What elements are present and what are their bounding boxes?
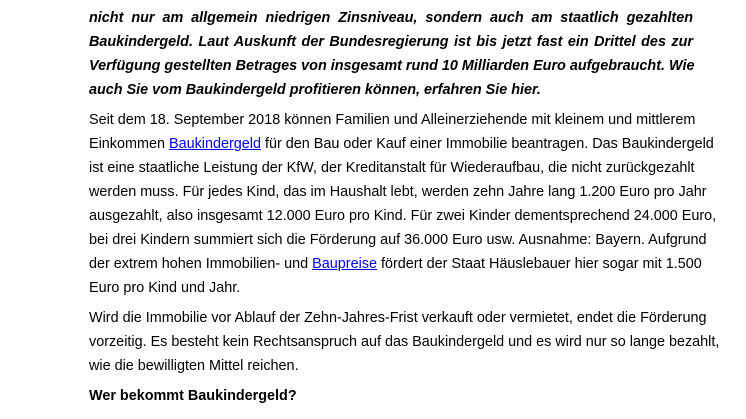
para1-line-3: ist eine staatliche Leistung der KfW, der Kreditanstalt für Wiederaufbau, die nicht zurückgezahlt <box>89 160 695 176</box>
para2-line-3: wie die bewilligten Mittel reichen. <box>89 358 299 374</box>
lead-line-2: Baukindergeld. Laut Auskunft der Bundesregierung ist bis jetzt fast ein Drittel des zur <box>89 34 693 50</box>
para1-line-4: werden muss. Für jedes Kind, das im Haushalt lebt, werden zehn Jahre lang 1.200 Euro pro Jahr <box>89 184 707 200</box>
para1-line-6: bei drei Kindern summiert sich die Förderung auf 36.000 Euro usw. Ausnahme: Bayern. Aufgrund <box>89 232 707 248</box>
para1-line-7-pre: der extrem hohen Immobilien- und <box>89 256 313 272</box>
para1-line-8: Euro pro Kind und Jahr. <box>89 280 241 296</box>
para1-line-5: ausgezahlt, also insgesamt 12.000 Euro pro Kind. Für zwei Kinder dementsprechend 24.000 Euro, <box>89 208 717 224</box>
lead-line-3: Verfügung gestellten Betrages von insgesamt rund 10 Milliarden Euro aufgebraucht. Wie <box>89 58 695 74</box>
para2-line-1: Wird die Immobilie vor Ablauf der Zehn-Jahres-Frist verkauft oder vermietet, endet die Förderung <box>89 310 707 326</box>
lead-line-4: auch Sie vom Baukindergeld profitieren können, erfahren Sie hier. <box>89 82 541 98</box>
baupreise-link[interactable]: Baupreise <box>312 256 377 272</box>
para1-line-7-post: fördert der Staat Häuslebauer hier sogar mit 1.500 <box>376 256 702 272</box>
para1-line-2-post: für den Bau oder Kauf einer Immobilie beantragen. Das Baukindergeld <box>261 136 714 152</box>
section-heading: Wer bekommt Baukindergeld? <box>89 388 297 404</box>
baukindergeld-link[interactable]: Baukindergeld <box>168 136 261 152</box>
para1-line-7 <box>89 256 702 273</box>
para2-line-2: vorzeitig. Es besteht kein Rechtsanspruch auf das Baukindergeld und es wird nur so lange bezahlt, <box>89 334 720 350</box>
para1-line-1: Seit dem 18. September 2018 können Familien und Alleinerziehende mit kleinem und mittlerem <box>89 112 696 128</box>
para1-line-2-pre: Einkommen <box>89 136 169 152</box>
lead-line-1: nicht nur am allgemein niedrigen Zinsniveau, sondern auch am staatlich gezahlten <box>89 10 693 26</box>
para1-line-2 <box>89 136 714 153</box>
